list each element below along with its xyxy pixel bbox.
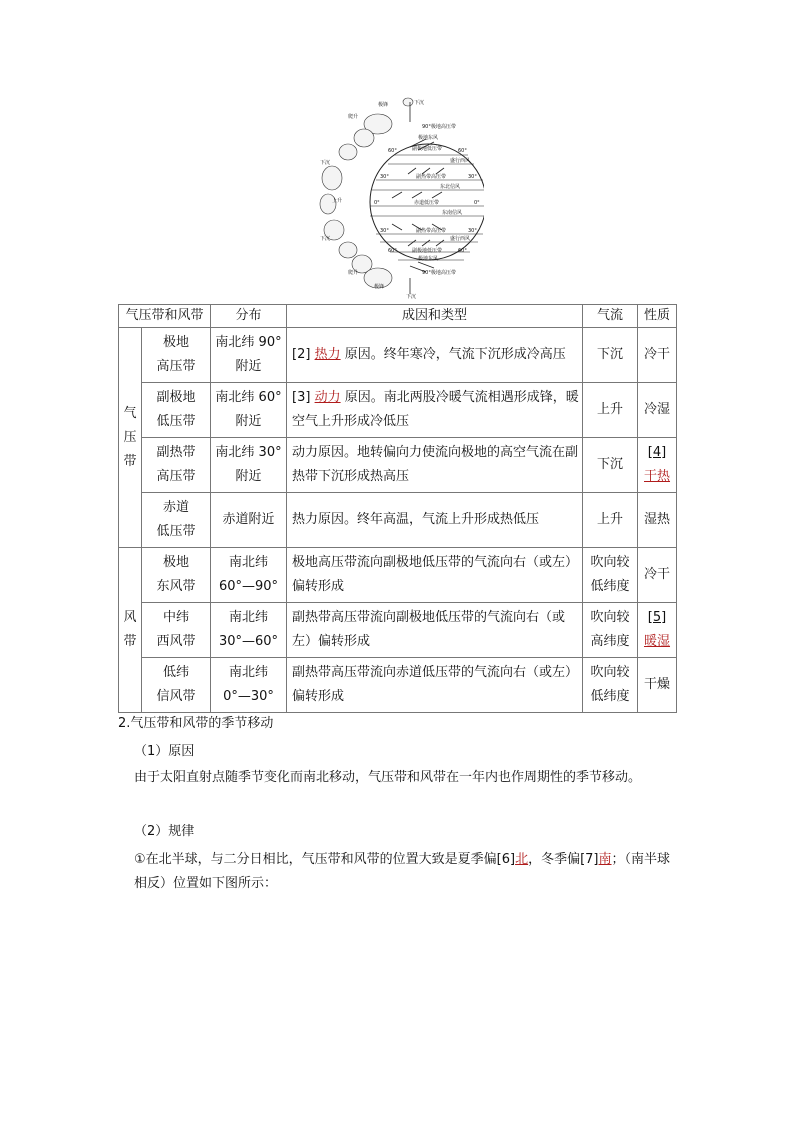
belt-distribution: 南北纬 30°—60° (211, 603, 287, 658)
table-row (119, 438, 677, 493)
label-rise-eq: 上升 (332, 198, 343, 204)
label-top-sink: 下沉 (414, 100, 425, 106)
header-cause: 成因和类型 (287, 305, 583, 328)
belt-distribution: 南北纬 30° 附近 (211, 438, 287, 493)
label-lat30-rs: 30° (468, 228, 477, 234)
globe-diagram-svg (318, 92, 484, 300)
label-polar-east-s: 极地东风 (418, 256, 439, 262)
label-lat60-l: 60° (388, 148, 397, 154)
belt-cause: 动力原因。地转偏向力使流向极地的高空气流在副热带下沉形成热高压 (287, 438, 583, 493)
belt-cause: [3] 动力 原因。南北两股冷暖气流相遇形成锋，暖空气上升形成冷低压 (287, 383, 583, 438)
table-row (119, 383, 677, 438)
label-lat60-r: 60° (458, 148, 467, 154)
belt-distribution: 赤道附近 (211, 493, 287, 548)
table-row (119, 603, 677, 658)
reason-paragraph: 由于太阳直射点随季节变化而南北移动，气压带和风带在一年内也作周期性的季节移动。 (134, 770, 642, 785)
label-ne-trade: 东北信风 (440, 184, 461, 190)
answer-6: 北 (515, 852, 529, 867)
label-subtrop-high-s: 副热带高压带 (416, 228, 447, 234)
belt-flow: 吹向较 高纬度 (583, 603, 638, 658)
rule-paragraph: ①在北半球，与二分日相比，气压带和风带的位置大致是夏季偏[6]北，冬季偏[7]南；（南半球相反）位置如下图所示： (134, 852, 671, 891)
label-lat30-ls: 30° (380, 228, 389, 234)
table-header-row (119, 305, 677, 328)
belt-name: 中纬 西风带 (142, 603, 211, 658)
answer-3: 动力 (314, 390, 341, 405)
belt-flow: 吹向较 低纬度 (583, 548, 638, 603)
belt-name: 极地 东风带 (142, 548, 211, 603)
belt-property: [4] 干热 (638, 438, 677, 493)
belt-name: 赤道 低压带 (142, 493, 211, 548)
label-polar-high-n: 90°极地高压带 (422, 124, 456, 130)
table-row (119, 658, 677, 713)
label-lat60-rs: 60° (458, 248, 467, 254)
label-sink-s: 下沉 (320, 236, 331, 242)
belt-cause: [2] 热力 原因。终年寒冷，气流下沉形成冷高压 (287, 328, 583, 383)
belt-name: 极地 高压带 (142, 328, 211, 383)
answer-7: 南 (598, 852, 612, 867)
belt-name: 副极地 低压带 (142, 383, 211, 438)
belt-cause: 热力原因。终年高温，气流上升形成热低压 (287, 493, 583, 548)
answer-5: 暖湿 (644, 634, 671, 649)
belt-property: [5] 暖湿 (638, 603, 677, 658)
belt-flow: 下沉 (583, 438, 638, 493)
answer-4: 干热 (644, 469, 671, 484)
belt-distribution: 南北纬 60°—90° (211, 548, 287, 603)
header-belt: 气压带和风带 (119, 305, 211, 328)
header-property: 性质 (638, 305, 677, 328)
answer-2: 热力 (314, 347, 341, 362)
label-subpolar-low-n: 副极地低压带 (412, 146, 443, 152)
subheading-reason: （1）原因 (134, 744, 195, 759)
label-lat30-l: 30° (380, 174, 389, 180)
table-row (119, 548, 677, 603)
belt-flow: 上升 (583, 493, 638, 548)
belt-flow: 上升 (583, 383, 638, 438)
label-westerly-n: 盛行西风 (450, 158, 471, 164)
table-row (119, 328, 677, 383)
belt-flow: 吹向较 低纬度 (583, 658, 638, 713)
label-pole-wind-s: 极锋 (374, 284, 385, 290)
label-subtrop-high-n: 副热带高压带 (416, 174, 447, 180)
group-wind-belt: 风 带 (119, 548, 142, 713)
label-lat60-ls: 60° (388, 248, 397, 254)
belt-flow: 下沉 (583, 328, 638, 383)
label-sink-mid: 下沉 (320, 160, 331, 166)
belt-property: 冷湿 (638, 383, 677, 438)
header-airflow: 气流 (583, 305, 638, 328)
label-rise-n: 爬升 (348, 114, 359, 120)
label-lat30-r: 30° (468, 174, 477, 180)
label-se-trade: 东南信风 (442, 210, 463, 216)
belt-property: 干燥 (638, 658, 677, 713)
label-bottom-sink: 下沉 (406, 294, 417, 300)
belt-cause: 极地高压带流向副极地低压带的气流向右（或左）偏转形成 (287, 548, 583, 603)
belt-property: 冷干 (638, 328, 677, 383)
label-lat0-r: 0° (474, 200, 480, 206)
label-pole-wind-n: 极锋 (378, 102, 389, 108)
belt-distribution: 南北纬 90° 附近 (211, 328, 287, 383)
belt-property: 冷干 (638, 548, 677, 603)
header-distribution: 分布 (211, 305, 287, 328)
pressure-wind-table (118, 304, 677, 713)
belt-distribution: 南北纬 0°—30° (211, 658, 287, 713)
belt-property: 湿热 (638, 493, 677, 548)
label-subpolar-low-s: 副极地低压带 (412, 248, 443, 254)
belt-cause: 副热带高压带流向副极地低压带的气流向右（或左）偏转形成 (287, 603, 583, 658)
table-row (119, 493, 677, 548)
group-pressure-belt: 气 压 带 (119, 328, 142, 548)
label-polar-high-s: 90°极地高压带 (422, 270, 456, 276)
subheading-rule: （2）规律 (134, 824, 195, 839)
label-westerly-s: 盛行西风 (450, 236, 471, 242)
belt-distribution: 南北纬 60° 附近 (211, 383, 287, 438)
pressure-belt-diagram (318, 92, 484, 300)
label-lat0-l: 0° (374, 200, 380, 206)
label-rise-s: 爬升 (348, 270, 359, 276)
label-polar-east-n: 极地东风 (418, 135, 439, 141)
belt-cause: 副热带高压带流向赤道低压带的气流向右（或左）偏转形成 (287, 658, 583, 713)
belt-name: 低纬 信风带 (142, 658, 211, 713)
belt-name: 副热带 高压带 (142, 438, 211, 493)
label-eq-low: 赤道低压带 (414, 200, 440, 206)
section-heading: 2.气压带和风带的季节移动 (118, 716, 274, 731)
